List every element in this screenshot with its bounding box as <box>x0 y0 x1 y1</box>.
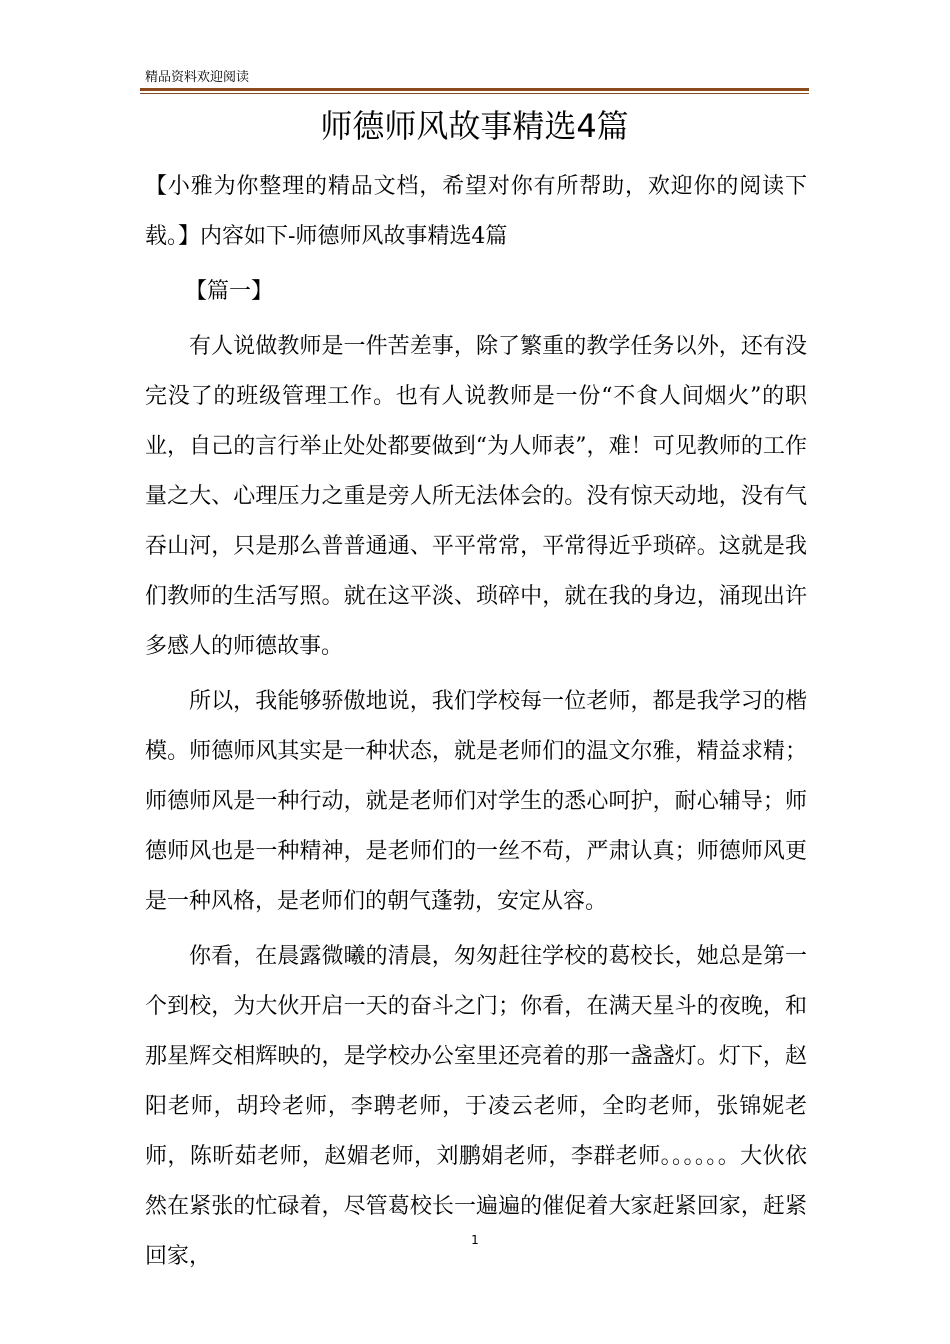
body-paragraph: 有人说做教师是一件苦差事，除了繁重的教学任务以外，还有没完没了的班级管理工作。也有人说教师是一份“不食人间烟火”的职业，自己的言行举止处处都要做到“为人师表”，难！可见教师的工作量之大、心理压力之重是旁人所无法体会的。没有惊天动地，没有气吞山河，只是那么普普通通、平平常常，平常得近乎琐碎。这就是我们教师的生活写照。就在这平淡、琐碎中，就在我的身边，涌现出许多感人的师德故事。 <box>145 334 807 659</box>
body-paragraph: 你看，在晨露微曦的清晨，匆匆赶往学校的葛校长，她总是第一个到校，为大伙开启一天的奋斗之门；你看，在满天星斗的夜晚，和那星辉交相辉映的，是学校办公室里还亮着的那一盏盏灯。灯下，赵阳老师，胡玲老师，李聘老师，于凌云老师，全昀老师，张锦妮老师，陈昕茹老师，赵媚老师，刘鹏娟老师，李群老师。。。。。。大伙依然在紧张的忙碌着，尽管葛校长一遍遍的催促着大家赶紧回家，赶紧回家， <box>145 944 807 1269</box>
header-rule-thin <box>140 93 809 94</box>
intro-paragraph: 【小雅为你整理的精品文档，希望对你有所帮助，欢迎你的阅读下载。】内容如下-师德师风故事精选4篇 <box>145 174 807 249</box>
page-number: 1 <box>471 1233 479 1247</box>
body-paragraph: 所以，我能够骄傲地说，我们学校每一位老师，都是我学习的楷模。师德师风其实是一种状态，就是老师们的温文尔雅，精益求精；师德师风是一种行动，就是老师们对学生的悉心呵护，耐心辅导；师德师风也是一种精神，是老师们的一丝不苟，严肃认真；师德师风更是一种风格，是老师们的朝气蓬勃，安定从容。 <box>145 689 807 914</box>
header-rule-thick <box>140 88 809 91</box>
document-title: 师德师风故事精选4篇 <box>320 107 629 145</box>
page-header-text: 精品资料欢迎阅读 <box>145 70 250 85</box>
document-body <box>145 162 807 1287</box>
section-heading: 【篇一】 <box>185 279 274 304</box>
